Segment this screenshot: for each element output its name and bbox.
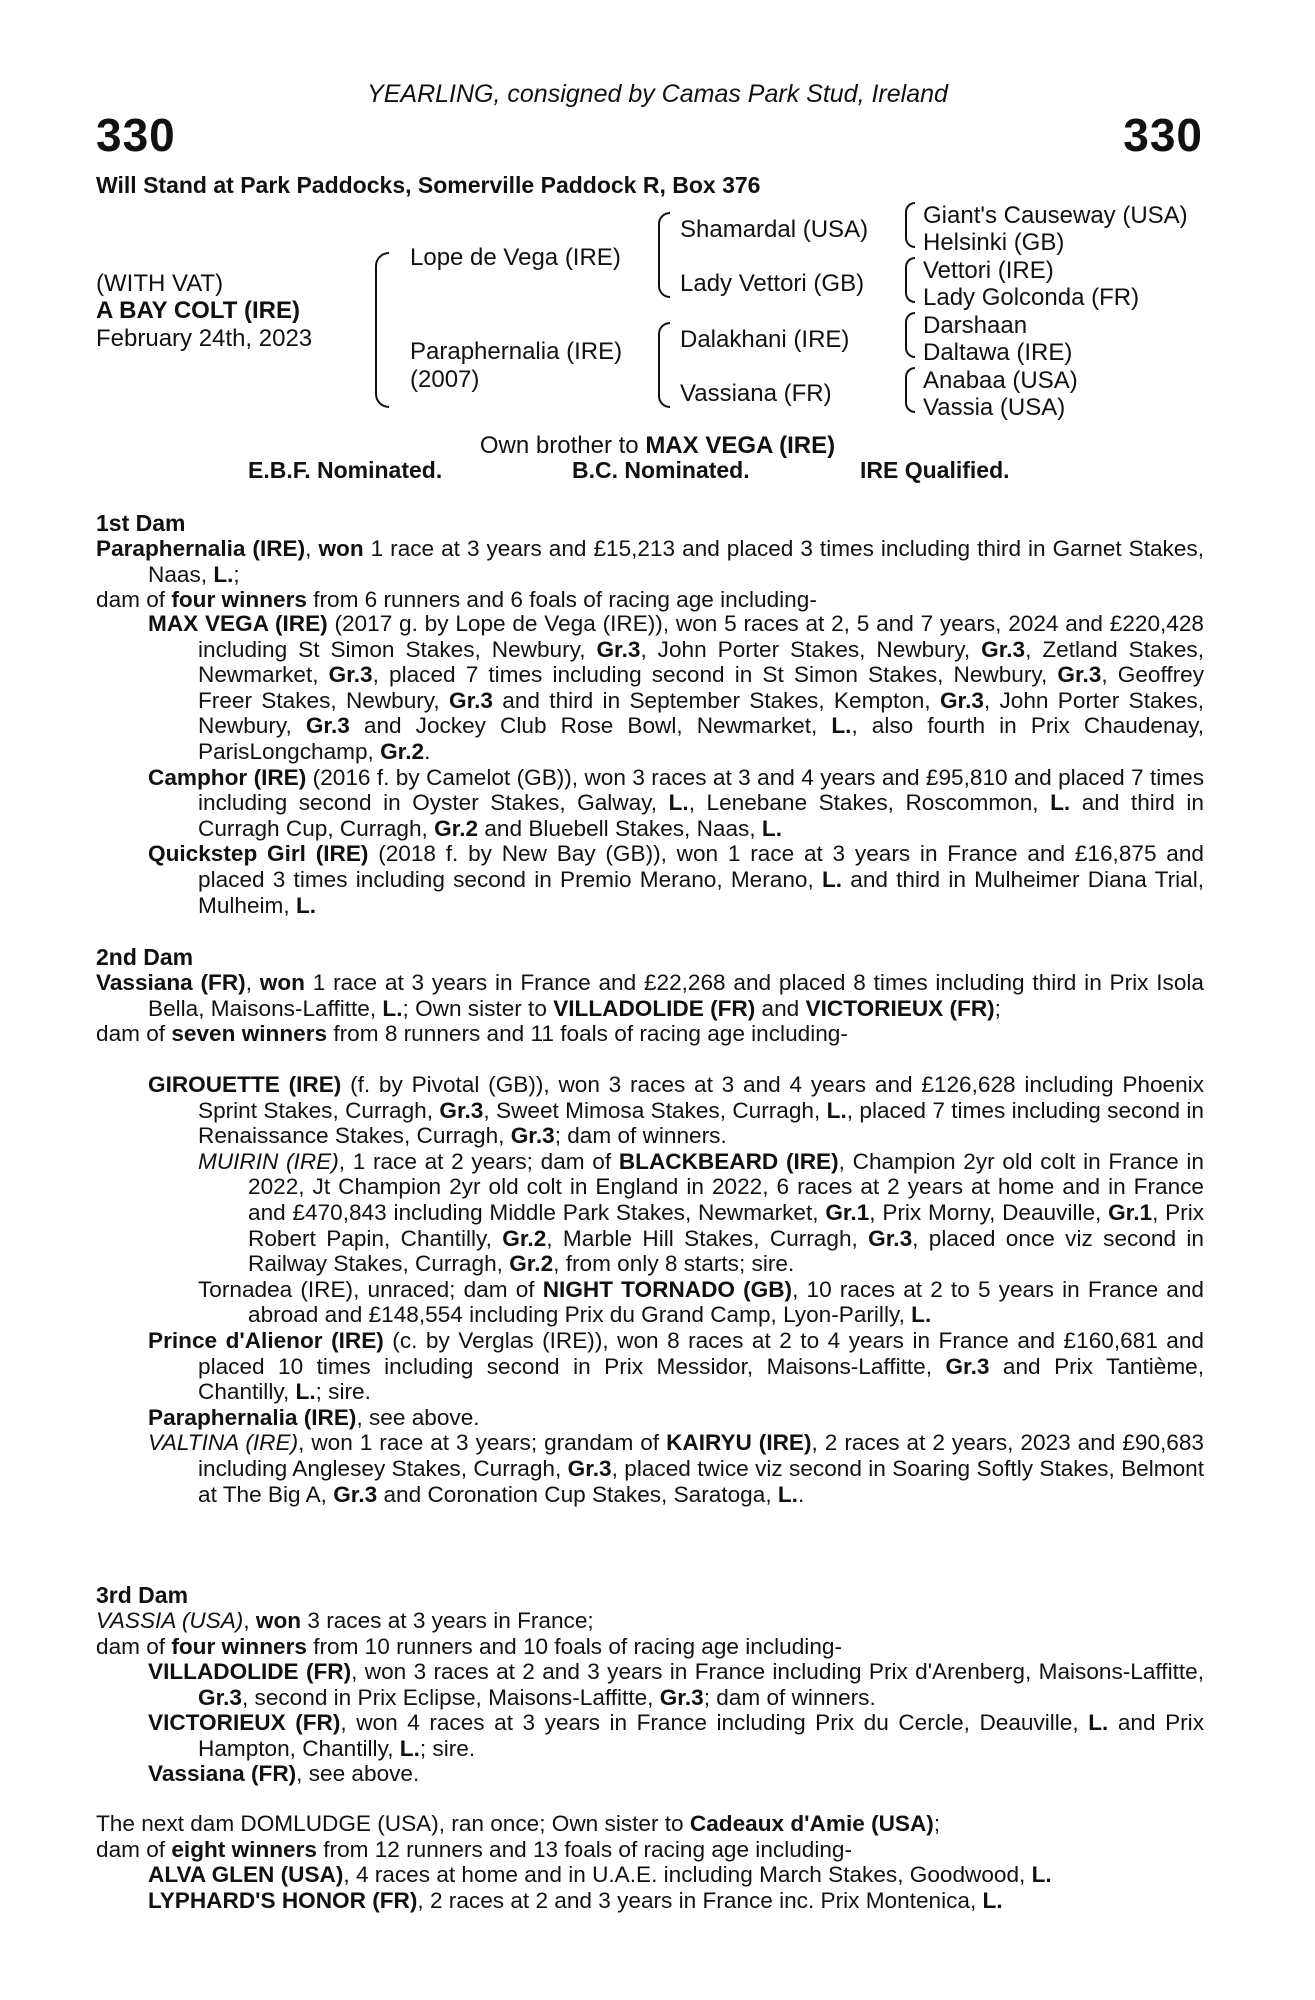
bc-nomination: B.C. Nominated. [572,457,750,483]
first-dam-produce: MAX VEGA (IRE) (2017 g. by Lope de Vega (IRE)), won 5 races at 2, 5 and 7 years, 2024 and £220,428 including St Simon Stakes, Newbury, Gr.3, John Porter Stakes, Newbury, Gr.3, Zetland Stakes, Newmarket, Gr.3, placed 7 times including second in St Simon Stakes, Newbury, Gr.3, Geoffrey Freer Stakes, Newbury, Gr.3 and third in September Stakes, Kempton, Gr.3, John Porter Stakes, Newbury, Gr.3 and Jockey Club Rose Bowl, Newmarket, L., also fourth in Prix Chaudenay, ParisLongchamp, Gr.2. Camphor (IRE) (2016 f. by Camelot (GB)), won 3 races at 3 and 4 years and £95,810 and placed 7 times including second in Oyster Stakes, Galway, L., Lenebane Stakes, Roscommon, L. and third in Curragh Cup, Curragh, Gr.2 and Bluebell Stakes, Naas, L. Quickstep Girl (IRE) (2018 f. by New Bay (GB)), won 1 race at 3 years in France and £16,875 and placed 3 times including second in Premio Merano, Merano, L. and third in Mulheimer Diana Trial, Mulheim, L. [148,611,1205,918]
dam-dam-sire: Anabaa (USA) [923,367,1078,394]
own-brother-name: MAX VEGA (IRE) [645,432,836,459]
next-dam-produce: ALVA GLEN (USA), 4 races at home and in U.A.E. including March Stakes, Goodwood, L. LYPHARD'S HONOR (FR), 2 races at 2 and 3 years in France inc. Prix Montenica, L. [148,1862,1052,1913]
sire-dam-sire: Vettori (IRE) [923,257,1054,284]
pedigree-brace-ds [905,312,915,358]
third-dam-produce: VILLADOLIDE (FR), won 3 races at 2 and 3 years in France including Prix d'Arenberg, Maisons-Laffitte, Gr.3, second in Prix Eclipse, Maisons-Laffitte, Gr.3; dam of winners. VICTORIEUX (FR), won 4 races at 3 years in France including Prix du Cercle, Deauville, L. and Prix Hampton, Chantilly, L.; sire. Vassiana (FR), see above. [148,1659,1205,1787]
dam-dam: Vassiana (FR) [680,380,832,407]
first-dam-entry: Paraphernalia (IRE), won 1 race at 3 years and £15,213 and placed 3 times including third in Garnet Stakes, Naas, L.; dam of four winners from 6 runners and 6 foals of racing age including- [96,536,1204,613]
dam-sire-dam: Daltawa (IRE) [923,339,1073,366]
vat-note: (WITH VAT) [96,270,224,297]
foaling-date: February 24th, 2023 [96,325,313,352]
second-dam-produce: GIROUETTE (IRE) (f. by Pivotal (GB)), won 3 races at 3 and 4 years and £126,628 including Phoenix Sprint Stakes, Curragh, Gr.3, Sweet Mimosa Stakes, Curragh, L., placed 7 times including second in Renaissance Stakes, Curragh, Gr.3; dam of winners. MUIRIN (IRE), 1 race at 2 years; dam of BLACKBEARD (IRE), Champion 2yr old colt in France in 2022, Jt Champion 2yr old colt in England in 2022, 6 races at 2 years at home and in France and £470,843 including Middle Park Stakes, Newmarket, Gr.1, Prix Morny, Deauville, Gr.1, Prix Robert Papin, Chantilly, Gr.2, Marble Hill Stakes, Curragh, Gr.3, placed once viz second in Railway Stakes, Curragh, Gr.2, from only 8 starts; sire. Tornadea (IRE), unraced; dam of NIGHT TORNADO (GB), 10 races at 2 to 5 years in France and abroad and £148,554 including Prix du Grand Camp, Lyon-Parilly, L. Prince d'Alienor (IRE) (c. by Verglas (IRE)), won 8 races at 2 to 4 years in France and £160,681 and placed 10 times including second in Prix Messidor, Maisons-Laffitte, Gr.3 and Prix Tantième, Chantilly, L.; sire. Paraphernalia (IRE), see above. VALTINA (IRE), won 1 race at 3 years; grandam of KAIRYU (IRE), 2 races at 2 years, 2023 and £90,683 including Anglesey Stakes, Curragh, Gr.3, placed twice viz second in Soaring Softly Stakes, Belmont at The Big A, Gr.3 and Coronation Cup Stakes, Saratoga, L.. [148,1072,1205,1507]
sire-sire: Shamardal (USA) [680,216,869,243]
second-dam-heading: 2nd Dam [96,944,194,970]
pedigree-brace-dam [658,322,670,408]
ebf-nomination: E.B.F. Nominated. [248,457,443,483]
second-dam-entry: Vassiana (FR), won 1 race at 3 years in France and £22,268 and placed 8 times including third in Prix Isola Bella, Maisons-Laffitte, L.; Own sister to VILLADOLIDE (FR) and VICTORIEUX (FR); dam of seven winners from 8 runners and 11 foals of racing age including- [96,970,1204,1047]
pedigree-brace-sd [905,257,915,303]
pedigree-brace-dd [905,367,915,413]
dam-dam-dam: Vassia (USA) [923,394,1066,421]
pedigree-brace-main [375,252,389,408]
lot-number-right: 330 [1123,109,1203,161]
sire-dam-dam: Lady Golconda (FR) [923,284,1140,311]
dam: Paraphernalia (IRE) [410,338,623,365]
dam-sire-sire: Darshaan [923,312,1028,339]
horse-name: A BAY COLT (IRE) [96,297,301,324]
first-dam-heading: 1st Dam [96,510,186,536]
stand-location: Will Stand at Park Paddocks, Somerville Paddock R, Box 376 [96,172,761,198]
third-dam-entry: VASSIA (USA), won 3 races at 3 years in France; dam of four winners from 10 runners and 10 foals of racing age including- [96,1608,842,1659]
next-dam-entry: The next dam DOMLUDGE (USA), ran once; Own sister to Cadeaux d'Amie (USA); dam of eight winners from 12 runners and 13 foals of racing age including- [96,1811,941,1862]
pedigree-brace-ss [905,202,915,248]
own-brother-line [0,432,1315,460]
consignment-line: YEARLING, consigned by Camas Park Stud, Ireland [367,80,948,108]
ire-qualified: IRE Qualified. [860,457,1010,483]
sire: Lope de Vega (IRE) [410,244,621,271]
dam-sire: Dalakhani (IRE) [680,326,850,353]
pedigree-brace-sire [658,212,670,298]
sire-sire-dam: Helsinki (GB) [923,229,1065,256]
own-brother-prefix: Own brother to [479,432,646,459]
dam-year: (2007) [410,366,480,393]
third-dam-heading: 3rd Dam [96,1582,189,1608]
sire-dam: Lady Vettori (GB) [680,270,865,297]
sire-sire-sire: Giant's Causeway (USA) [923,202,1188,229]
lot-number-left: 330 [96,109,176,161]
